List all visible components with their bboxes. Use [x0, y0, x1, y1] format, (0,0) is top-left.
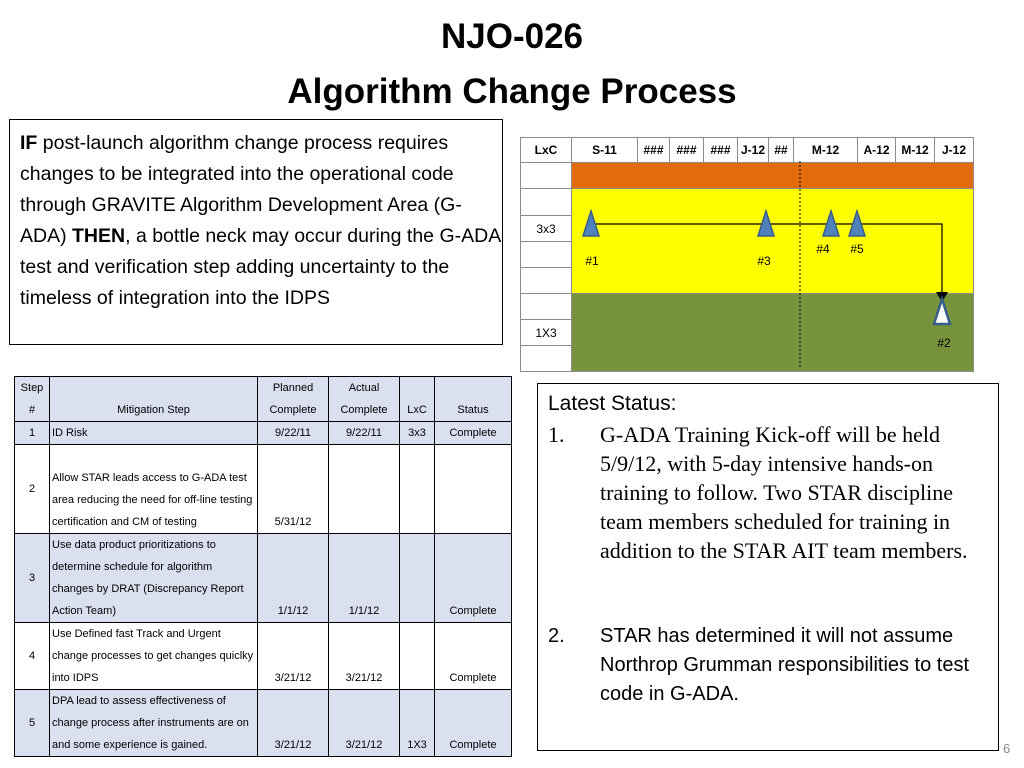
- actual-date: 1/1/12: [329, 534, 400, 623]
- table-row: [15, 690, 512, 757]
- chart-col-header: ###: [704, 138, 738, 163]
- step-number: 3: [15, 534, 50, 623]
- step-number: 4: [15, 623, 50, 690]
- mitigation-text: Use Defined fast Track and Urgent change processes to get changes quiclky into IDPS: [50, 623, 258, 690]
- risk-consequence-text: , a bottle neck may occur during the G-ADA test and verification step adding uncertainty to the timeless of integration into the IDPS: [20, 225, 501, 309]
- actual-date: 9/22/11: [329, 422, 400, 445]
- chart-col-header: ##: [769, 138, 794, 163]
- slide-title: NJO-026: [440, 17, 584, 56]
- chart-row-label: [521, 346, 572, 372]
- actual-date: [329, 445, 400, 534]
- lxc-value: [400, 534, 435, 623]
- header-mitigation-step: Mitigation Step: [50, 377, 258, 422]
- lxc-value: [400, 623, 435, 690]
- risk-marker-label: #3: [757, 254, 771, 268]
- mitigation-table: [14, 376, 512, 757]
- mitigation-text: ID Risk: [50, 422, 258, 445]
- chart-col-header: ###: [670, 138, 704, 163]
- status-value: Complete: [435, 422, 512, 445]
- chart-row-label: [521, 294, 572, 320]
- mitigation-text: Allow STAR leads access to G-ADA test area reducing the need for off-line testing certification and CM of testing: [50, 445, 258, 534]
- chart-header-row: [521, 138, 974, 163]
- actual-date: 3/21/12: [329, 690, 400, 757]
- table-row: [15, 422, 512, 445]
- lxc-value: 1X3: [400, 690, 435, 757]
- status-value: Complete: [435, 534, 512, 623]
- then-keyword: THEN: [72, 225, 126, 247]
- planned-date: 3/21/12: [258, 690, 329, 757]
- chart-col-header: J-12: [738, 138, 769, 163]
- chart-col-header: M-12: [794, 138, 858, 163]
- slide-subtitle: Algorithm Change Process: [287, 72, 737, 111]
- risk-band-low: [572, 294, 974, 372]
- step-number: 5: [15, 690, 50, 757]
- header-step: Step #: [15, 377, 50, 422]
- lxc-value: 3x3: [400, 422, 435, 445]
- chart-row-label: 1X3: [521, 320, 572, 346]
- risk-band-medium: [572, 189, 974, 294]
- header-planned-complete: Planned Complete: [258, 377, 329, 422]
- risk-statement-text: post-launch algorithm change process requires changes to be integrated into the operational code through GRAVITE Algorithm Development Area (G-ADA): [20, 132, 462, 247]
- status-item-text: G-ADA Training Kick-off will be held 5/9/12, with 5-day intensive hands-on training to follow. Two STAR discipline team members scheduled for training in addition to the STAR AIT team members.: [600, 422, 968, 563]
- header-actual-complete: Actual Complete: [329, 377, 400, 422]
- risk-statement-box: [9, 119, 503, 345]
- status-value: Complete: [435, 623, 512, 690]
- mitigation-text: DPA lead to assess effectiveness of change process after instruments are on and some experience is gained.: [50, 690, 258, 757]
- latest-status-box: [537, 383, 999, 751]
- table-row: [15, 534, 512, 623]
- chart-col-header: M-12: [896, 138, 935, 163]
- table-row: [15, 623, 512, 690]
- chart-row-label: [521, 242, 572, 268]
- chart-header-lxc: LxC: [521, 138, 572, 163]
- risk-marker-label: #4: [816, 242, 830, 256]
- chart-row-label: 3x3: [521, 216, 572, 242]
- status-value: [435, 445, 512, 534]
- step-number: 1: [15, 422, 50, 445]
- chart-col-header: A-12: [858, 138, 896, 163]
- risk-marker-label: #1: [585, 254, 599, 268]
- step-number: 2: [15, 445, 50, 534]
- page-number: 6: [1003, 741, 1011, 756]
- chart-row-yellow: [521, 189, 974, 216]
- planned-date: 1/1/12: [258, 534, 329, 623]
- chart-row-label: [521, 189, 572, 216]
- chart-row-orange: [521, 163, 974, 189]
- header-status: Status: [435, 377, 512, 422]
- if-keyword: IF: [20, 132, 38, 154]
- status-heading: Latest Status:: [548, 392, 677, 415]
- status-item-text: STAR has determined it will not assume Northrop Grumman responsibilities to test code in G-ADA.: [600, 625, 970, 705]
- chart-col-header: J-12: [935, 138, 974, 163]
- planned-date: 9/22/11: [258, 422, 329, 445]
- header-lxc: LxC: [400, 377, 435, 422]
- chart-row-label: [521, 163, 572, 189]
- status-item-number: 2.: [548, 625, 565, 647]
- chart-row-green: [521, 294, 974, 320]
- status-value: Complete: [435, 690, 512, 757]
- lxc-value: [400, 445, 435, 534]
- chart-col-header: S-11: [572, 138, 638, 163]
- chart-row-label: [521, 268, 572, 294]
- planned-date: 5/31/12: [258, 445, 329, 534]
- table-row: [15, 445, 512, 534]
- risk-band-high: [572, 163, 974, 189]
- risk-marker-label: #2: [937, 336, 951, 350]
- risk-waterfall-chart: [520, 137, 974, 372]
- planned-date: 3/21/12: [258, 623, 329, 690]
- chart-col-header: ###: [638, 138, 670, 163]
- mitigation-text: Use data product prioritizations to determine schedule for algorithm changes by DRAT (Discrepancy Report Action Team): [50, 534, 258, 623]
- actual-date: 3/21/12: [329, 623, 400, 690]
- status-item-number: 1.: [548, 422, 565, 447]
- risk-marker-label: #5: [850, 242, 864, 256]
